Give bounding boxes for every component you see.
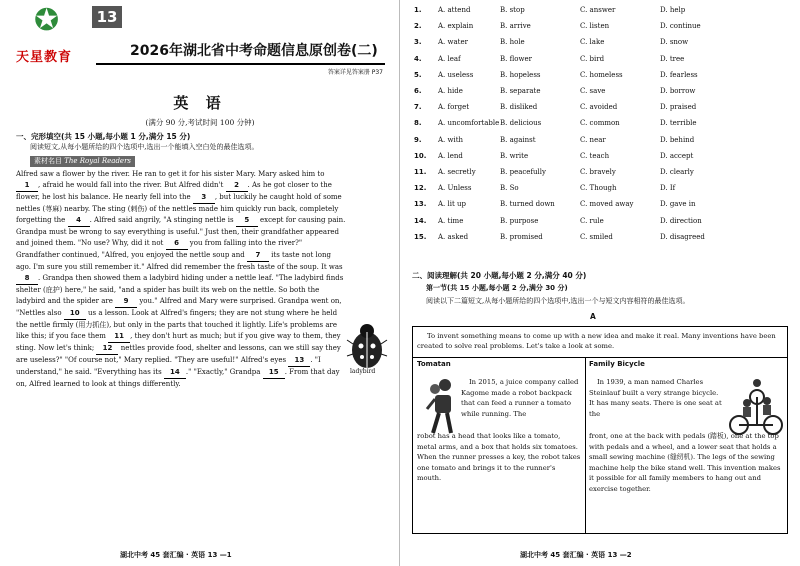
option-choice[interactable]: B. write (500, 151, 529, 160)
option-choice[interactable]: C. avoided (580, 103, 618, 112)
option-choice[interactable]: B. delicious (500, 119, 542, 128)
tomatan-paragraph-2: robot has a head that looks like a tomato, metal arms, and a box that holds six tomatoes. When the runner presses a key, the robot takes one tomato and brings it to the runner's mouth. (417, 432, 581, 483)
option-choice[interactable]: B. flower (500, 54, 532, 63)
passage-text: ." (185, 368, 192, 376)
question-number: 5. (414, 70, 422, 79)
passage-text: Grandpa then showed them a ladybird hiding under a nettle leaf. "The ladybird finds shelter (庇护) here," he said, "and a spider has built its web on the nettle. So both the ladybird and the spider are (16, 274, 344, 305)
passage-text: Alfred said angrily, "A stinging nettle is (94, 216, 236, 224)
cloze-blank[interactable]: 3 (193, 192, 215, 204)
section2-part1: 第一节(共 15 小题,每小题 2 分,满分 30 分) (426, 284, 568, 292)
option-choice[interactable]: C. listen (580, 22, 610, 31)
option-choice[interactable]: A. useless (438, 70, 474, 79)
option-row (414, 99, 740, 115)
option-choice[interactable]: D. tree (660, 54, 685, 63)
option-row (414, 132, 740, 148)
options-table (414, 2, 740, 245)
option-choice[interactable]: A. explain (438, 22, 474, 31)
option-choice[interactable]: D. clearly (660, 167, 694, 176)
passage-text: Grandfather continued, "Alfred, you enjoyed the nettle soup and (16, 251, 247, 259)
passage-text: you." (137, 297, 158, 305)
passage-segment (194, 368, 287, 376)
question-number: 11. (414, 167, 427, 176)
cloze-passage (16, 169, 346, 390)
inventions-box (412, 326, 788, 534)
cloze-blank[interactable]: 7 (247, 250, 269, 262)
cloze-blank[interactable]: 8 (16, 273, 38, 285)
option-choice[interactable]: D. behind (660, 135, 695, 144)
tomatan-column (417, 359, 581, 483)
bicycle-column (589, 359, 785, 493)
option-choice[interactable]: B. separate (500, 87, 541, 96)
option-choice[interactable]: C. rule (580, 216, 604, 225)
option-choice[interactable]: A. leaf (438, 54, 461, 63)
option-choice[interactable]: B. peacefully (500, 167, 546, 176)
cloze-blank[interactable]: 1 (16, 180, 38, 192)
option-choice[interactable]: A. Unless (438, 184, 472, 193)
test-number-badge: 13 (92, 6, 122, 28)
section1-instruction: 阅读短文,从每小题所给的四个选项中,选出一个能填入空白处的最佳选项。 (30, 143, 259, 151)
option-choice[interactable]: C. Though (580, 184, 617, 193)
footer-right: 湖北中考 45 套汇编 · 英语 13 —2 (520, 551, 632, 559)
passage-text: . As he got closer to the flower, he lost his balance. He nearly fell into the (16, 181, 332, 201)
exam-info: (满分 90 分,考试时间 100 分钟) (145, 118, 255, 127)
question-number: 2. (414, 22, 422, 31)
option-choice[interactable]: D. praised (660, 103, 697, 112)
option-row (414, 34, 740, 50)
option-choice[interactable]: A. with (438, 135, 464, 144)
passage-text: Alfred and Mary were surprised. Grandpa went on, "Nettles also (16, 297, 342, 317)
cloze-blank[interactable]: 2 (226, 180, 248, 192)
passage-text: . "I understand," he said. "Everything has its (16, 356, 321, 376)
bicycle-title: Family Bicycle (589, 360, 645, 368)
cloze-blank[interactable]: 14 (164, 367, 186, 379)
option-choice[interactable]: D. accept (660, 151, 694, 160)
option-row (414, 115, 740, 131)
passage-text: , but luckily he caught hold of some nettles (荨麻) nearby. The sting (刺伤) of the nettles made him quickly run back, completely forgetting the (16, 193, 342, 224)
option-row (414, 212, 740, 228)
inventions-intro: To invent something means to come up with a new idea and make it real. Many inventions have been created to solve real problems. Let's take a look at some. (417, 332, 776, 350)
option-row (414, 164, 740, 180)
option-choice[interactable]: A. time (438, 216, 464, 225)
question-number: 1. (414, 6, 422, 15)
option-choice[interactable]: C. lake (580, 38, 605, 47)
passage-text: . (38, 274, 41, 282)
passage-text: you from falling into the river?" (187, 239, 303, 247)
passage-text: . (284, 368, 287, 376)
option-choice[interactable]: D. continue (660, 22, 701, 31)
option-choice[interactable]: C. homeless (580, 70, 623, 79)
bicycle-paragraph-2: front, one at the back with pedals (踏板), one at the top with pedals and a wheel, and a lower seat that holds a small sewing machine (缝纫机). The legs of the sewing machine help the bike stand well. This invention makes it possible for all family members to hang out and exercise together. (589, 432, 781, 493)
option-choice[interactable]: A. secretly (438, 167, 476, 176)
passage-text: "Exactly," Grandpa (193, 368, 263, 376)
cloze-blank[interactable]: 12 (96, 343, 118, 355)
passage-text: . (89, 216, 92, 224)
passage-segment (166, 239, 303, 247)
option-choice[interactable]: C. answer (580, 6, 616, 15)
section2-title: 二、阅读理解(共 20 小题,每小题 2 分,满分 40 分) (412, 271, 587, 280)
question-number: 6. (414, 87, 422, 96)
bicycle-paragraph-1: In 1939, a man named Charles Steinlauf built a very strange bicycle. It has many seats. There is one seat at the (589, 378, 722, 418)
option-choice[interactable]: D. help (660, 6, 686, 15)
cloze-section (16, 131, 385, 390)
material-label: 素材名目 (34, 157, 62, 165)
option-choice[interactable]: D. If (660, 184, 676, 193)
section2-instruction: 阅读以下二篇短文,从每小题所给的四个选项中,选出一个与短文内容相符的最佳选项。 (426, 297, 690, 305)
option-choice[interactable]: D. direction (660, 216, 702, 225)
option-row (414, 148, 740, 164)
ladybird-caption: ladybird (350, 368, 376, 375)
option-choice[interactable]: D. terrible (660, 119, 697, 128)
question-number: 14. (414, 216, 427, 225)
option-choice[interactable]: A. attend (438, 6, 471, 15)
question-number: 10. (414, 151, 427, 160)
passage-text: "Of course not," Mary replied. "They are useful!" (64, 356, 239, 364)
option-choice[interactable]: B. hopeless (500, 70, 541, 79)
option-choice[interactable]: A. uncomfortable (438, 119, 500, 128)
option-row (414, 83, 740, 99)
passage-text: except for causing pain. Grandpa must be wrong to say everything is useful." Just then, their grandfather appeared and joined them. "No use? Why, did it not (16, 216, 346, 247)
passage-text: Alfred's eyes (240, 356, 289, 364)
option-choice[interactable]: C. bravely (580, 167, 616, 176)
option-choice[interactable]: C. smiled (580, 232, 613, 241)
tomatan-title: Tomatan (417, 360, 451, 368)
option-choice[interactable]: B. purpose (500, 216, 539, 225)
passage-segment (68, 216, 92, 224)
passage-text: us a lesson. Look at Alfred's fingers; they are not stung where he held the nettle firmly (用力抓住), but only in the parts that touched it lightly. Life's problems are like this; if you face them (16, 309, 338, 340)
option-choice[interactable]: C. teach (580, 151, 610, 160)
option-choice[interactable]: D. borrow (660, 87, 696, 96)
passage-text: Alfred did remember the fresh taste of the soup. It was (146, 263, 343, 271)
option-choice[interactable]: B. stop (500, 6, 525, 15)
question-number: 12. (414, 184, 427, 193)
passage-text: , they don't hurt as much; but if you give way to them, they sting. Now let's think; (16, 332, 341, 352)
option-choice[interactable]: D. fearless (660, 70, 698, 79)
option-choice[interactable]: A. water (438, 38, 468, 47)
question-number: 3. (414, 38, 422, 47)
question-number: 9. (414, 135, 422, 144)
page-title: 2026年湖北省中考命题信息原创卷(二) (130, 43, 378, 59)
brand-logo (16, 3, 86, 68)
passage-text: Alfred saw a flower by the river. He ran to get it for his sister Mary. Mary asked him to (16, 170, 325, 178)
question-number: 4. (414, 54, 422, 63)
passage-segment (65, 356, 239, 364)
option-choice[interactable]: A. asked (438, 232, 469, 241)
question-number: 8. (414, 119, 422, 128)
cloze-blank[interactable]: 9 (115, 296, 137, 308)
option-row (414, 18, 740, 34)
header-divider (96, 63, 385, 65)
option-choice[interactable]: A. lit up (438, 200, 467, 209)
option-choice[interactable]: A. lend (438, 151, 463, 160)
option-choice[interactable]: D. disagreed (660, 232, 705, 241)
subject-title: 英 语 (173, 94, 227, 112)
cloze-blank[interactable]: 4 (68, 215, 90, 227)
option-choice[interactable]: B. promised (500, 232, 543, 241)
cloze-blank[interactable]: 5 (236, 215, 258, 227)
material-title: The Royal Readers (64, 157, 132, 165)
question-number: 13. (414, 200, 427, 209)
option-choice[interactable]: B. turned down (500, 200, 555, 209)
footer-left: 湖北中考 45 套汇编 · 英语 13 —1 (120, 551, 232, 559)
option-choice[interactable]: C. near (580, 135, 606, 144)
option-choice[interactable]: A. hide (438, 87, 463, 96)
cloze-blank[interactable]: 15 (263, 367, 285, 379)
passage-letter: A (590, 312, 596, 321)
option-choice[interactable]: C. moved away (580, 200, 634, 209)
runner-robot-illustration (421, 377, 461, 435)
cloze-blank[interactable]: 13 (288, 355, 310, 367)
tomatan-paragraph-1: In 2015, a juice company called Kagome made a robot backpack that can feed a runner a tomato while running. The (461, 378, 579, 418)
cloze-blank[interactable]: 10 (64, 308, 86, 320)
option-choice[interactable]: B. disliked (500, 103, 538, 112)
passage-text: , afraid he would fall into the river. But Alfred didn't (38, 181, 224, 189)
option-row (414, 180, 740, 196)
option-choice[interactable]: D. gave in (660, 200, 696, 209)
star-icon: ✪ (34, 3, 60, 38)
option-choice[interactable]: B. hole (500, 38, 525, 47)
option-row (414, 196, 740, 212)
option-choice[interactable]: B. arrive (500, 22, 531, 31)
option-row (414, 51, 740, 67)
passage-text: its taste not long ago. I'm sure you still remember it." (16, 251, 331, 271)
cloze-blank[interactable]: 11 (108, 331, 130, 343)
option-choice[interactable]: D. snow (660, 38, 689, 47)
brand-name: 天星教育 (16, 50, 73, 65)
material-tag (30, 156, 385, 167)
option-row (414, 2, 740, 18)
option-choice[interactable]: A. forget (438, 103, 470, 112)
passage-text: From that day on, Alfred learned to look at things differently. (16, 368, 340, 388)
option-choice[interactable]: C. save (580, 87, 606, 96)
box-column-divider (585, 357, 586, 533)
option-row (414, 229, 740, 245)
option-choice[interactable]: C. bird (580, 54, 605, 63)
option-choice[interactable]: B. against (500, 135, 536, 144)
passage-segment (164, 368, 191, 376)
box-divider (413, 357, 787, 358)
answer-reference: 答案详见答案册 P37 (327, 69, 383, 76)
ladybird-illustration (345, 320, 389, 372)
option-row (414, 67, 740, 83)
option-choice[interactable]: C. common (580, 119, 620, 128)
question-number: 15. (414, 232, 427, 241)
family-bicycle-illustration (727, 377, 785, 437)
question-number: 7. (414, 103, 422, 112)
passage-text: nettles provide food, shelter and lessons, can we still say they are useless?" (16, 344, 341, 364)
option-choice[interactable]: B. So (500, 184, 519, 193)
section1-title: 一、完形填空(共 15 小题,每小题 1 分,满分 15 分) (16, 132, 191, 141)
cloze-blank[interactable]: 6 (166, 238, 188, 250)
